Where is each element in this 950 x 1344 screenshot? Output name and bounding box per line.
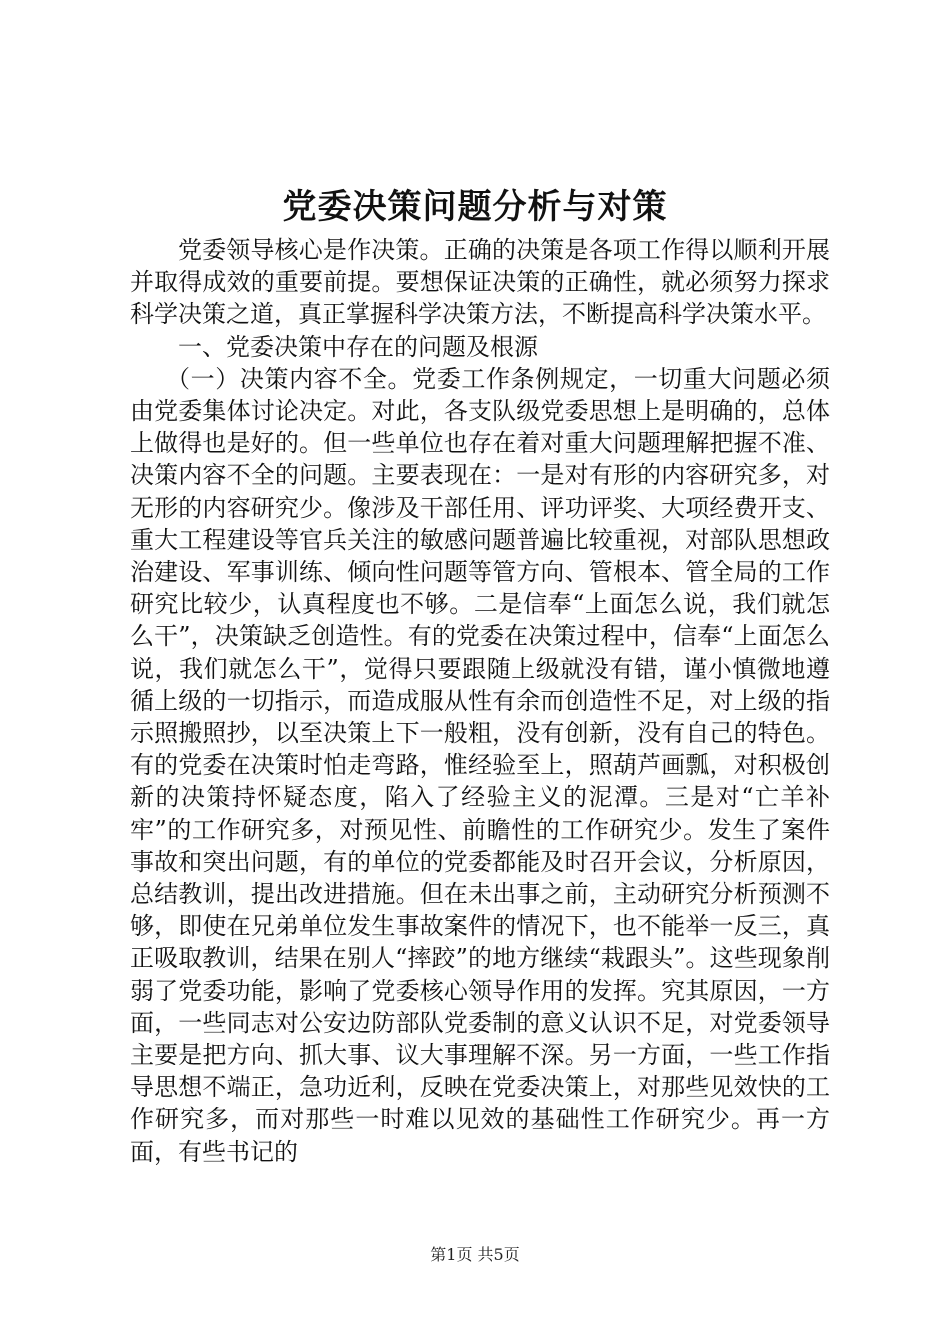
subsection-paragraph: （一）决策内容不全。党委工作条例规定，一切重大问题必须由党委集体讨论决定。对此，各支队级党委思想上是明确的，总体上做得也是好的。但一些单位也存在着对重大问题理解把握不准、决策内容不全的问题。主要表现在：一是对有形的内容研究多，对无形的内容研究少。像涉及干部任用、评功评奖、大项经费开支、重大工程建设等官兵关注的敏感问题普遍比较重视，对部队思想政治建设、军事训练、倾向性问题等管方向、管根本、管全局的工作研究比较少，认真程度也不够。二是信奉“上面怎么说，我们就怎么干”，决策缺乏创造性。有的党委在决策过程中，信奉“上面怎么说，我们就怎么干”，觉得只要跟随上级就没有错，谨小慎微地遵循上级的一切指示，而造成服从性有余而创造性不足，对上级的指示照搬照抄，以至决策上下一般粗，没有创新，没有自己的特色。有的党委在决策时怕走弯路，惟经验至上，照葫芦画瓢，对积极创新的决策持怀疑态度，陷入了经验主义的泥潭。三是对“亡羊补牢”的工作研究多，对预见性、前瞻性的工作研究少。发生了案件事故和突出问题，有的单位的党委都能及时召开会议，分析原因，总结教训，提出改进措施。但在未出事之前，主动研究分析预测不够，即使在兄弟单位发生事故案件的情况下，也不能举一反三，真正吸取教训，结果在别人“摔跤”的地方继续“栽跟头”。这些现象削弱了党委功能，影响了党委核心领导作用的发挥。究其原因，一方面，一些同志对公安边防部队党委制的意义认识不足，对党委领导主要是把方向、抓大事、议大事理解不深。另一方面，一些工作指导思想不端正，急功近利，反映在党委决策上，对那些见效快的工作研究多，而对那些一时难以见效的基础性工作研究少。再一方面，有些书记的 [130,364,830,1166]
intro-paragraph: 党委领导核心是作决策。正确的决策是各项工作得以顺利开展并取得成效的重要前提。要想保证决策的正确性，就必须努力探求科学决策之道，真正掌握科学决策方法，不断提高科学决策水平。 [130,236,830,329]
document-title: 党委决策问题分析与对策 [282,187,668,227]
page-number-footer: 第1页 共5页 [430,1245,520,1264]
section-heading: 一、党委决策中存在的问题及根源 [178,332,538,361]
document-body [130,234,830,1168]
